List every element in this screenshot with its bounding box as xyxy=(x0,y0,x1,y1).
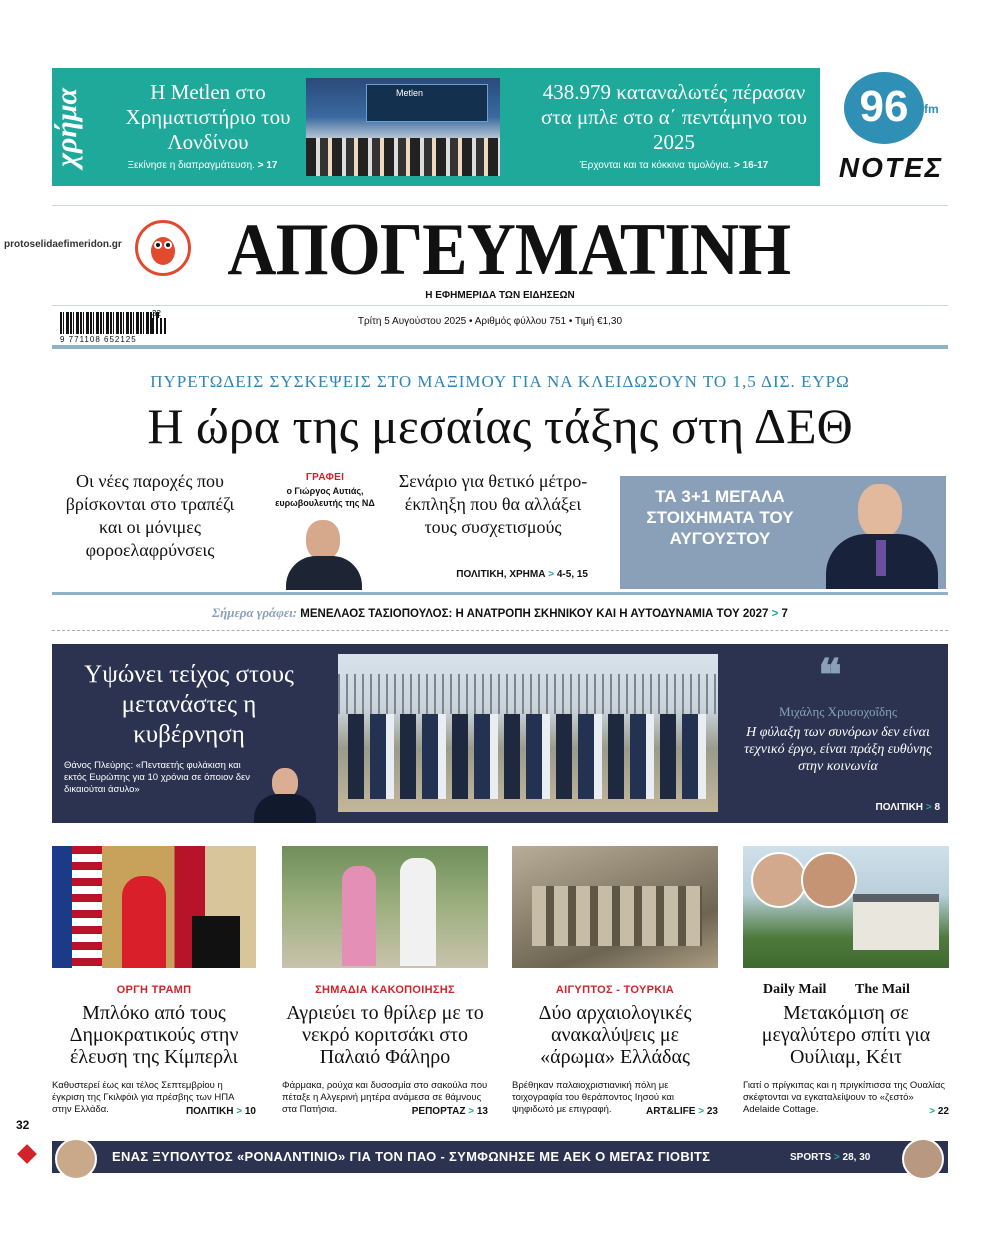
right-banner-sub-text: Έρχονται και τα κόκκινα τιμολόγια. xyxy=(579,160,732,171)
owl-icon xyxy=(138,223,188,273)
radio-unit: fm xyxy=(924,102,939,116)
daily-mail-logo: Daily Mail xyxy=(763,982,827,997)
masthead-subtitle: Η ΕΦΗΜΕΡΙΔΑ ΤΩΝ ΕΙΔΗΣΕΩΝ xyxy=(425,290,575,301)
wall-ref-page: 8 xyxy=(934,802,940,813)
pleuris-quote: Θάνος Πλεύρης: «Πενταετής φυλάκιση και εκτός Ευρώπης για 10 χρόνια σε όποιον δεν δικαιούται άσυλο» xyxy=(64,760,251,795)
royal-portrait-2 xyxy=(801,852,857,908)
card-photo xyxy=(743,846,949,968)
podium xyxy=(192,916,240,968)
metlen-photo xyxy=(306,78,500,176)
card-ref: ΠΟΛΙΤΙΚΗ > 10 xyxy=(185,1106,256,1117)
bottom-bar-text: ΕΝΑΣ ΞΥΠΟΛΥΤΟΣ «ΡΟΝΑΛΝΤΙΝΙΟ» ΓΙΑ ΤΟΝ ΠΑΟ - ΣΥΜΦΩΝΗΣΕ ΜΕ ΑΕΚ Ο ΜΕΓΑΣ ΓΙΟΒΙΤΣ xyxy=(112,1149,711,1164)
quote-icon: ❝ xyxy=(818,650,842,701)
the-mail-logo: The Mail xyxy=(855,982,910,997)
metlen-logo-text: Metlen xyxy=(396,88,424,98)
bottom-bar-ref: SPORTS > 28, 30 xyxy=(790,1152,871,1163)
metlen-screen xyxy=(366,84,488,122)
section-label: χρήμα xyxy=(50,87,83,167)
wall-ref-label: ΠΟΛΙΤΙΚΗ xyxy=(875,802,924,813)
today-writes-text: ΜΕΝΕΛΑΟΣ ΤΑΣΙΟΠΟΥΛΟΣ: Η ΑΝΑΤΡΟΠΗ ΣΚΗΝΙΚΟΥ ΚΑΙ Η ΑΥΤΟΔΥΝΑΜΙΑ ΤΟΥ 2027 xyxy=(300,608,769,620)
card-archaeology[interactable] xyxy=(512,846,718,1126)
left-banner-ref: > 17 xyxy=(257,160,278,171)
writes-label: ΓΡΑΦΕΙ xyxy=(305,472,345,483)
radio-badge xyxy=(836,72,946,190)
divider xyxy=(52,345,948,349)
page-number: 32 xyxy=(16,1118,30,1132)
pm-tie xyxy=(876,540,886,576)
card-trump[interactable] xyxy=(52,846,256,1126)
card-desc: Καθυστερεί έως και τέλος Σεπτεμβρίου η έγκριση της Γκιλφόιλ για πρέσβης των ΗΠΑ στην Ελλάδα. xyxy=(52,1080,234,1115)
author-suit xyxy=(286,556,362,590)
dashed-divider xyxy=(52,630,948,631)
barcode-number: 9 771108 652125 xyxy=(60,335,137,344)
royal-portrait-1 xyxy=(751,852,807,908)
border-photo xyxy=(338,654,718,812)
masthead-title: ΑΠΟΓΕΥΜΑΤΙΝΗ xyxy=(227,209,791,291)
cottage xyxy=(853,894,939,950)
card-kicker: ΟΡΓΗ ΤΡΑΜΠ xyxy=(116,984,192,996)
card-kicker: ΑΙΓΥΠΤΟΣ - ΤΟΥΡΚΙΑ xyxy=(555,984,675,996)
quote-author: Μιχάλης Χρυσοχοΐδης xyxy=(778,704,898,719)
author-name: ο Γιώργος Αυτιάς, xyxy=(286,486,364,496)
author-photo xyxy=(282,520,366,590)
today-writes[interactable] xyxy=(52,605,948,621)
pm-head xyxy=(858,484,902,538)
lead-ref-pages: 4-5, 15 xyxy=(556,569,588,580)
player-left-avatar xyxy=(55,1138,97,1180)
diamond-icon xyxy=(17,1144,37,1164)
card-royals[interactable] xyxy=(743,846,949,1126)
left-banner-sub-text: Ξεκίνησε η διαπραγμάτευση. xyxy=(127,160,255,171)
today-writes-label: Σήμερα γράφει: xyxy=(212,605,298,620)
right-banner-ref: > 16-17 xyxy=(733,160,769,171)
fence xyxy=(338,674,718,714)
right-banner-title[interactable]: 438.979 καταναλωτές πέρασαν στα μπλε στο α΄ πεντάμηνο του 2025 xyxy=(540,80,808,154)
card-ref: ΡΕΠΟΡΤΑΖ > 13 xyxy=(411,1106,488,1117)
card-ref: > 22 xyxy=(929,1106,949,1117)
photo-people xyxy=(306,138,500,176)
card-kicker: ΣΗΜΑΔΙΑ ΚΑΚΟΠΟΙΗΣΗΣ xyxy=(315,984,455,996)
card-desc: Βρέθηκαν παλαιοχριστιανική πόλη με τοιχογραφία του θεράποντος Ιησού και ψηφιδωτό με επιγραφή. xyxy=(512,1080,674,1115)
left-banner-sub xyxy=(100,160,305,171)
lead-headline[interactable]: Η ώρα της μεσαίας τάξης στη ΔΕΘ xyxy=(147,398,853,454)
lead-middle-text: Σενάριο για θετικό μέτρο-έκπληξη που θα αλλάξει τους συσχετισμούς xyxy=(398,471,588,537)
lead-ref-label: ΠΟΛΙΤΙΚΗ, ΧΡΗΜΑ xyxy=(456,569,546,580)
wall-ref[interactable]: ΠΟΛΙΤΙΚΗ > 8 xyxy=(875,802,940,813)
pm-photo xyxy=(820,480,944,589)
card-title: Δύο αρχαιολογικές ανακαλύψεις με «άρωμα» Ελλάδας xyxy=(538,1002,692,1068)
date-line: Τρίτη 5 Αυγούστου 2025 • Αριθμός φύλλου 751 • Τιμή €1,30 xyxy=(357,316,623,327)
card-desc: Φάρμακα, ρούχα και δυσοσμία στο σακούλα που πέταξε η Αλγερινή μητέρα ανάμεσα σε θάμνους στα Πατήσια. xyxy=(282,1080,488,1115)
ruins xyxy=(532,886,702,946)
pleuris-photo xyxy=(250,768,320,823)
card-title: Μπλόκο από τους Δημοκρατικούς στην έλευση της Κίμπερλι xyxy=(69,1002,239,1068)
card-ref: ART&LIFE > 23 xyxy=(646,1106,718,1117)
card-photo xyxy=(282,846,488,968)
officers xyxy=(348,714,708,799)
person-white xyxy=(400,858,436,966)
card-photo xyxy=(52,846,256,968)
lead-ref[interactable]: ΠΟΛΙΤΙΚΗ, ΧΡΗΜΑ > 4-5, 15 xyxy=(456,569,588,580)
card-faliro[interactable] xyxy=(282,846,488,1126)
owl-logo xyxy=(135,220,191,276)
lead-left-text: Οι νέες παροχές που βρίσκονται στο τραπέζι και οι μόνιμες φοροελαφρύνσεις xyxy=(65,471,235,560)
watermark: protoselidaefimeridon.gr xyxy=(4,239,122,250)
right-banner-sub xyxy=(540,160,808,171)
divider xyxy=(52,305,948,306)
radio-name: ΝΟΤΕΣ xyxy=(838,152,944,183)
stakes-text: ΤΑ 3+1 ΜΕΓΑΛΑ ΣΤΟΙΧΗΜΑΤΑ ΤΟΥ ΑΥΓΟΥΣΤΟΥ xyxy=(646,487,794,548)
flag-stripes xyxy=(72,846,102,968)
today-writes-ref: > 7 xyxy=(771,608,788,620)
radio-number: 96 xyxy=(859,82,909,131)
card-photo xyxy=(512,846,718,968)
pleuris-suit xyxy=(254,794,316,823)
lead-supertitle: ΠΥΡΕΤΩΔΕΙΣ ΣΥΣΚΕΨΕΙΣ ΣΤΟ ΜΑΞΙΜΟΥ ΓΙΑ ΝΑ ΚΛΕΙΔΩΣΟΥΝ ΤΟ 1,5 ΔΙΣ. ΕΥΡΩ xyxy=(150,372,850,391)
card-title: Αγριεύει το θρίλερ με το νεκρό κοριτσάκι στο Παλαιό Φάληρο xyxy=(286,1002,484,1068)
barcode-issue: 32 xyxy=(152,309,161,318)
left-banner-title[interactable]: Η Metlen στο Χρηματιστήριο του Λονδίνου xyxy=(125,80,291,154)
divider xyxy=(52,592,948,595)
card-desc: Γιατί ο πρίγκιπας και η πριγκίπισσα της Ουαλίας σκέφτονται να εγκαταλείψουν το «ζεστό» Adelaide Cottage. xyxy=(743,1080,945,1115)
author-role: ευρωβουλευτής της ΝΔ xyxy=(275,498,375,508)
barcode xyxy=(60,312,160,334)
barcode-addon xyxy=(152,318,168,334)
wall-headline: Υψώνει τείχος στους μετανάστες η κυβέρνηση xyxy=(84,661,294,748)
speaker xyxy=(122,876,166,968)
divider xyxy=(52,205,948,206)
person-pink xyxy=(342,866,376,966)
wall-quote: Η φύλαξη των συνόρων δεν είναι τεχνικό έργο, είναι πράξη ευθύνης στην κοινωνία xyxy=(744,725,932,774)
card-title: Μετακόμιση σε μεγαλύτερο σπίτι για Ουίλιαμ, Κέιτ xyxy=(761,1002,931,1068)
author-head xyxy=(306,520,340,560)
player-right-avatar xyxy=(902,1138,944,1180)
